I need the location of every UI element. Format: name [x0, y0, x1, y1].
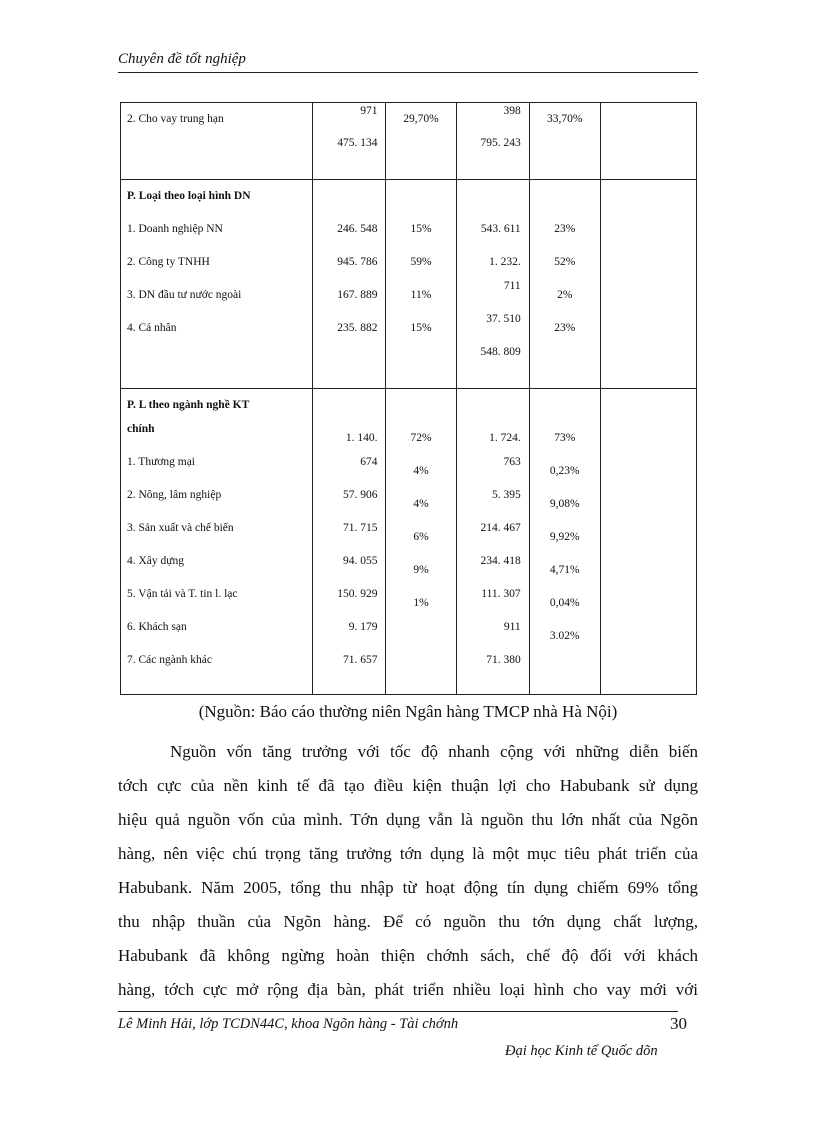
value-cell: 548. 809: [480, 346, 521, 358]
value-cell: 674: [360, 456, 378, 468]
section-title: P. L theo ngành nghề KT: [127, 399, 250, 411]
value-cell: 9. 179: [348, 621, 378, 633]
row-label: 5. Vận tải và T. tin l. lạc: [127, 588, 238, 600]
value-cell: 246. 548: [337, 223, 378, 235]
row-label: 3. Sản xuất và chế biến: [127, 522, 234, 534]
value-cell: 71. 715: [342, 522, 378, 534]
value-cell: 235. 882: [337, 322, 378, 334]
percent-cell: 1%: [413, 597, 429, 609]
value-cell: 398: [503, 105, 521, 117]
page-number: 30: [670, 1014, 687, 1033]
percent-cell: 2%: [557, 289, 573, 301]
value-cell: 1. 232.: [489, 256, 521, 268]
percent-cell: 73%: [554, 432, 576, 444]
percent-cell: 33,70%: [547, 113, 583, 125]
row-label: 1. Thương mại: [127, 456, 196, 468]
value-cell: 945. 786: [337, 256, 378, 268]
row-label: 2. Công ty TNHH: [127, 256, 210, 268]
value-cell: 711: [503, 280, 521, 292]
percent-cell: 6%: [413, 531, 429, 543]
percent-cell: 0,04%: [549, 597, 580, 609]
footer-university: Đại học Kinh tế Quốc dõn: [505, 1043, 658, 1059]
percent-cell: 15%: [410, 223, 432, 235]
value-cell: 475. 134: [337, 137, 378, 149]
row-label: 2. Cho vay trung hạn: [127, 113, 224, 125]
percent-cell: 9%: [413, 564, 429, 576]
value-cell: 37. 510: [486, 313, 521, 325]
value-cell: 234. 418: [480, 555, 521, 567]
value-cell: 111. 307: [481, 588, 521, 600]
credit-structure-table: [120, 102, 697, 695]
percent-cell: 52%: [554, 256, 576, 268]
percent-cell: 0,23%: [549, 465, 580, 477]
percent-cell: 11%: [410, 289, 432, 301]
section-title-continued: chính: [127, 423, 155, 435]
value-cell: 795. 243: [480, 137, 521, 149]
paragraph-line: thu nhập thuần của Ngõn hàng. Để có nguồn thu tớn dụng chất lượng,: [118, 912, 698, 931]
row-label: 1. Doanh nghiệp NN: [127, 223, 223, 235]
table-row-medium-term: [121, 103, 697, 180]
value-cell: 71. 380: [486, 654, 521, 666]
row-label: 6. Khách sạn: [127, 621, 187, 633]
value-cell: 71. 657: [342, 654, 378, 666]
paragraph-line: hàng, nên việc chú trọng tăng trưởng tớn dụng là một mục tiêu phát triển của: [118, 844, 698, 863]
percent-cell: 72%: [410, 432, 432, 444]
row-label: 3. DN đầu tư nước ngoài: [127, 289, 242, 301]
footer-divider: [118, 1011, 678, 1012]
paragraph-line: hiệu quả nguồn vốn của mình. Tớn dụng vẫn là nguồn thu lớn nhất của Ngõn: [118, 810, 698, 829]
row-label: 7. Các ngành khác: [127, 654, 212, 666]
row-label: 4. Cá nhân: [127, 322, 177, 334]
document-header-title: Chuyên đề tốt nghiệp: [118, 51, 246, 67]
paragraph-line: hàng, tớch cực mở rộng địa bàn, phát triển nhiều loại hình cho vay mới với: [118, 980, 698, 999]
percent-cell: 3.02%: [549, 630, 580, 642]
value-cell: 911: [503, 621, 521, 633]
value-cell: 57. 906: [342, 489, 378, 501]
paragraph-line: Habubank đã không ngừng hoàn thiện chớnh sách, chế độ đối với khách: [118, 946, 698, 965]
row-label: 4. Xây dựng: [127, 555, 185, 567]
value-cell: 1. 140.: [345, 432, 378, 444]
percent-cell: 4%: [413, 498, 429, 510]
percent-cell: 29,70%: [403, 113, 439, 125]
percent-cell: 23%: [554, 322, 576, 334]
value-cell: 167. 889: [337, 289, 378, 301]
value-cell: 763: [503, 456, 521, 468]
row-label: 2. Nông, lâm nghiệp: [127, 489, 222, 501]
value-cell: 150. 929: [337, 588, 378, 600]
paragraph-line: Nguồn vốn tăng trưởng với tốc độ nhanh cộng với những diễn biến: [170, 742, 698, 761]
value-cell: 971: [360, 105, 378, 117]
value-cell: 543. 611: [480, 223, 521, 235]
percent-cell: 59%: [410, 256, 432, 268]
percent-cell: 4%: [413, 465, 429, 477]
percent-cell: 9,08%: [549, 498, 580, 510]
percent-cell: 4,71%: [549, 564, 580, 576]
paragraph-line: tớch cực của nền kinh tế đã tạo điều kiện thuận lợi cho Habubank sử dụng: [118, 776, 698, 795]
header-divider: [118, 72, 698, 73]
value-cell: 94. 055: [342, 555, 378, 567]
table-row-by-sector: [121, 389, 697, 695]
value-cell: 214. 467: [480, 522, 521, 534]
value-cell: 5. 395: [491, 489, 521, 501]
table-source-caption: (Nguồn: Báo cáo thường niên Ngân hàng TMCP nhà Hà Nội): [198, 702, 618, 721]
percent-cell: 15%: [410, 322, 432, 334]
percent-cell: 9,92%: [549, 531, 580, 543]
footer-author: Lê Minh Hải, lớp TCDN44C, khoa Ngõn hàng - Tài chớnh: [118, 1016, 459, 1032]
value-cell: 1. 724.: [489, 432, 521, 444]
table-row-by-enterprise-type: [121, 180, 697, 389]
section-title: P. Loại theo loại hình DN: [127, 190, 251, 202]
paragraph-line: Habubank. Năm 2005, tổng thu nhập từ hoạt động tín dụng chiếm 69% tổng: [118, 878, 698, 897]
percent-cell: 23%: [554, 223, 576, 235]
